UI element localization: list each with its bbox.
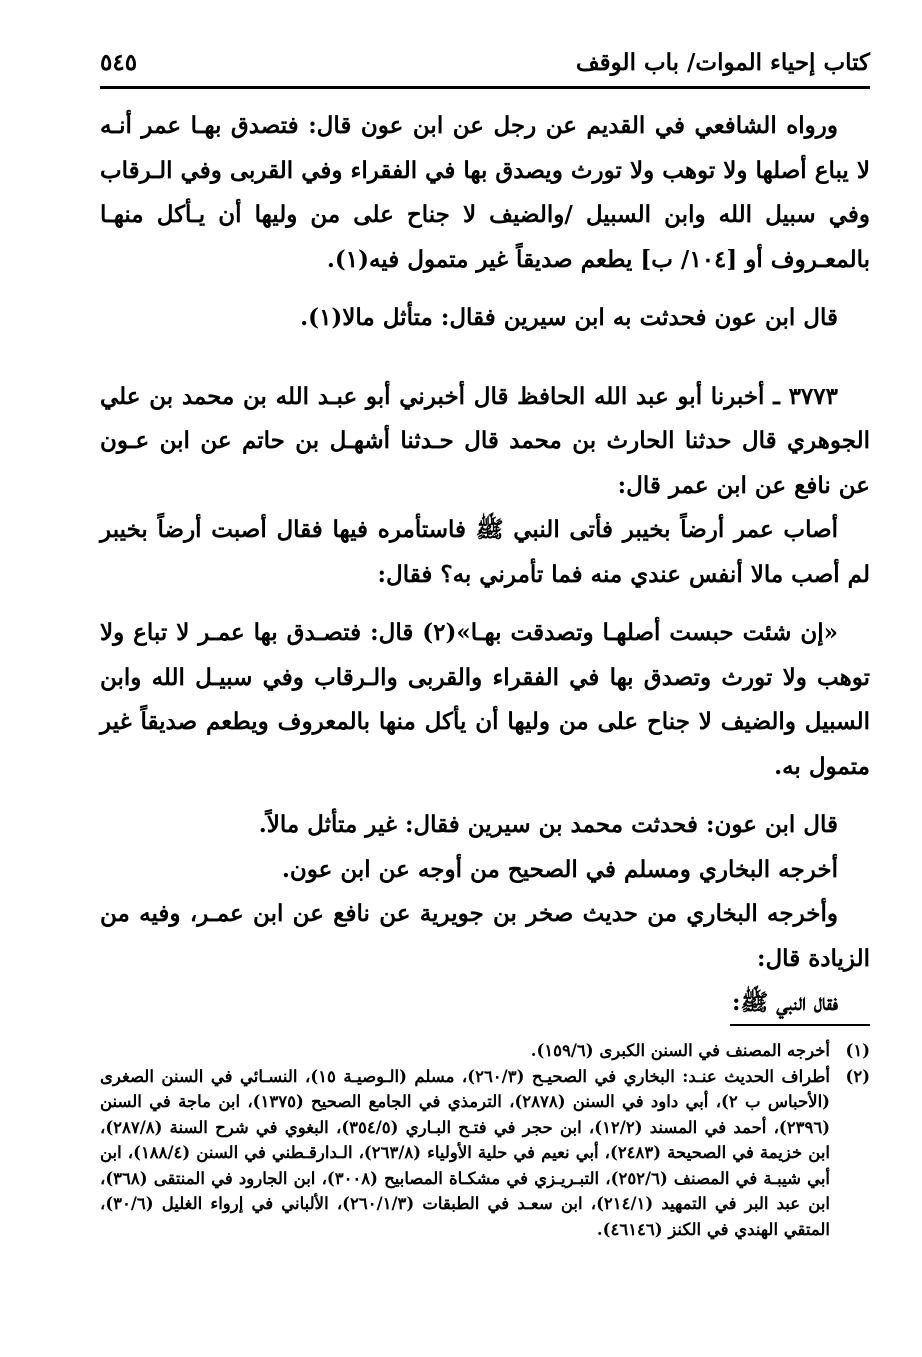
header-rule (100, 86, 870, 89)
paragraph-takhrij-2: وأخرجه البخاري من حديث صخر بن جويرية عن نافع عن ابن عمـر، وفيه من الزيادة قال: (100, 900, 870, 972)
paragraph-ibn-sirin: قال ابن عون: فحدثت محمد بن سيرين فقال: غير متأثل مالاً. (258, 811, 838, 838)
paragraph-hadith-3773-isnad: ٣٧٧٣ ـ أخبرنا أبو عبد الله الحافظ قال أخبرني أبو عبـد الله بن محمد بن علي الجوهري قال حدثنا الحارث بن محمد قال حـدثنا أشهـل بن حاتم عن ابن عـون عن نافع عن ابن عمر قال: (100, 382, 870, 499)
paragraph-takhrij-1: أخرجه البخاري ومسلم في الصحيح من أوجه عن ابن عون. (281, 855, 838, 883)
footnote-text: أخرجه المصنف في السنن الكبرى (١٥٩/٦). (530, 1041, 830, 1060)
running-title: كتاب إحياء الموات/ باب الوقف (575, 48, 870, 76)
paragraph-hadith-matn: أصاب عمر أرضاً بخيبر فأتى النبي ﷺ فاستأمره فيها فقال أصبت أرضاً بخيبر لم أصب مالا أنفس عندي منه فما تأمرني به؟ فقال: (100, 516, 870, 588)
footnote-number: (٢) (845, 1066, 870, 1086)
footnote-2 (100, 1064, 870, 1243)
footnote-text: أطراف الحديث عنـد: البخاري في الصحيـح (٢٦٠/٣)، مسلم (الـوصيـة ١٥)، النسـائي في السنن الصغرى (الأحباس ب ٢)، أبي داود في السنن (٢٨٧٨)، الترمذي في الجامع الصحيح (١٣٧٥)، ابن ماجة في السنن (٢٣٩٦)، أحمد في المسند (١٢/٢)، ابن حجر في فتـح البـاري (٣٥٤/٥)، البغوي في شرح السنة (٢٨٧/٨)، ابن خزيمة في الصحيحة (٢٤٨٣)، أبي نعيم في حلية الأولياء (٢٦٣/٨)، الـدارقـطني في السنن (١٨٨/٤)، ابن أبي شيبـة في المصنف (٢٥٢/٦)، التبـريـزي في مشكـاة المصابيح (٣٠٠٨)، ابن الجارود في المنتقى (٣٦٨)، ابن عبد البر في التمهيد (٢١٤/١)، ابن سعـد في الطبقات (٢٦٠/١/٣)، الألباني في إرواء الغليل (٣٠/٦)، المتقي الهندي في الكنز (٤٦١٤٦). (100, 1066, 831, 1239)
page-number: ٥٤٥ (100, 48, 138, 76)
footnotes (100, 1038, 870, 1242)
footnote-number: (١) (845, 1041, 870, 1060)
footnote-1 (100, 1038, 870, 1064)
paragraph-shafii-narration: ورواه الشافعي في القديم عن رجل عن ابن عون قال: فتصدق بهـا عمر أنـه لا يباع أصلها ولا توهب ولا تورث ويصدق بها في الفقراء وفي القربى وفي الـرقاب وفي سبيل الله وابن السبيل /والضيف لا جناح على من وليها أن يـأكل منهـا بالمعـروف أو [١٠٤/ ب] يطعم صديقاً غير متمول فيه(١). (100, 112, 870, 273)
page-header (100, 40, 870, 84)
paragraph-prophet-answer: «إن شئت حبست أصلهـا وتصدقت بهـا»(٢) قال: فتصـدق بها عمـر لا تباع ولا توهب ولا تورث وتصدق بها في الفقراء والقربى والـرقاب وفي سبيـل الله وابن السبيل والضيف لا جناح على من وليها أن يأكل منها بالمعروف ويطعم صديقاً غير متمول به. (100, 619, 870, 780)
footnote-rule (730, 1024, 870, 1026)
paragraph-ibn-awn-quote: قال ابن عون فحدثت به ابن سيرين فقال: متأثل مالا(١). (300, 304, 838, 331)
main-text (100, 104, 870, 1026)
paragraph-prophet-said: فقال النبي ﷺ: (731, 989, 838, 1016)
